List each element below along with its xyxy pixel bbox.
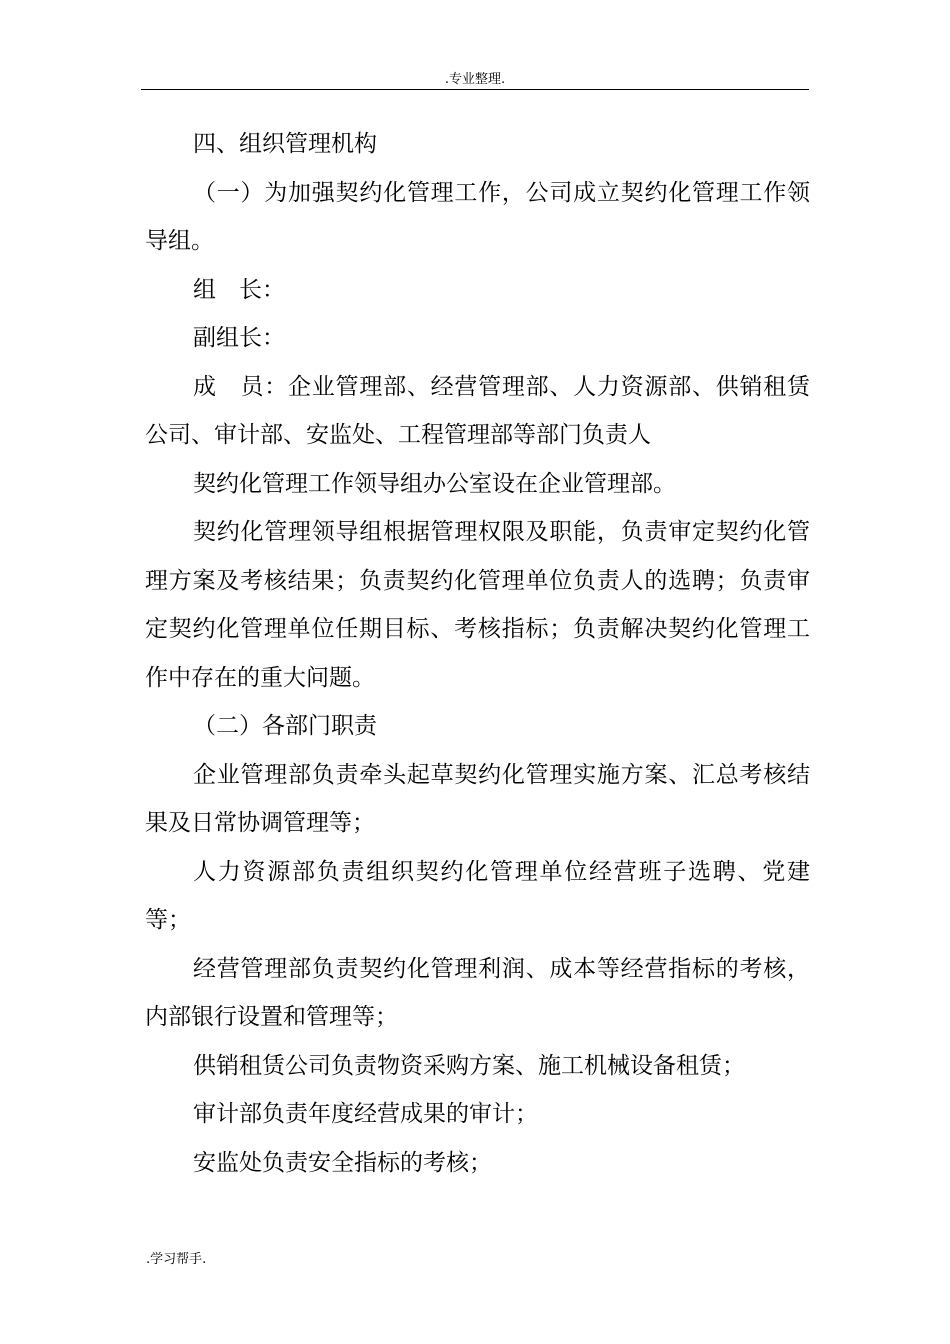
paragraph: 契约化管理工作领导组办公室设在企业管理部。 bbox=[193, 470, 676, 497]
paragraph: 成 员：企业管理部、经营管理部、人力资源部、供销租赁公司、审计部、安监处、工程管理部等部门负责人 bbox=[145, 373, 810, 448]
paragraph: 审计部负责年度经营成果的审计； bbox=[193, 1101, 538, 1127]
paragraph: 契约化管理领导组根据管理权限及职能，负责审定契约化管理方案及考核结果；负责契约化管理单位负责人的选聘；负责审定契约化管理单位任期目标、考核指标；负责解决契约化管理工作中存在的重大问题。 bbox=[145, 519, 810, 691]
page-footer: .学习帮手. bbox=[146, 1252, 207, 1267]
paragraph: 副组长： bbox=[193, 325, 285, 351]
subsection-heading: （二）各部门职责 bbox=[193, 713, 377, 739]
paragraph: 人力资源部负责组织契约化管理单位经营班子选聘、党建等； bbox=[145, 858, 810, 933]
paragraph: 安监处负责安全指标的考核； bbox=[193, 1149, 492, 1176]
page-header: .专业整理. bbox=[444, 72, 506, 87]
header-divider bbox=[141, 89, 809, 90]
section-heading: 四、组织管理机构 bbox=[193, 131, 377, 157]
paragraph: 经营管理部负责契约化管理利润、成本等经营指标的考核，内部银行设置和管理等； bbox=[145, 955, 810, 1030]
document-body bbox=[145, 120, 810, 1187]
paragraph: 组 长： bbox=[193, 276, 285, 303]
paragraph: 供销租赁公司负责物资采购方案、施工机械设备租赁； bbox=[193, 1052, 745, 1079]
paragraph: （一）为加强契约化管理工作，公司成立契约化管理工作领导组。 bbox=[145, 179, 810, 254]
paragraph: 企业管理部负责牵头起草契约化管理实施方案、汇总考核结果及日常协调管理等； bbox=[145, 761, 810, 836]
